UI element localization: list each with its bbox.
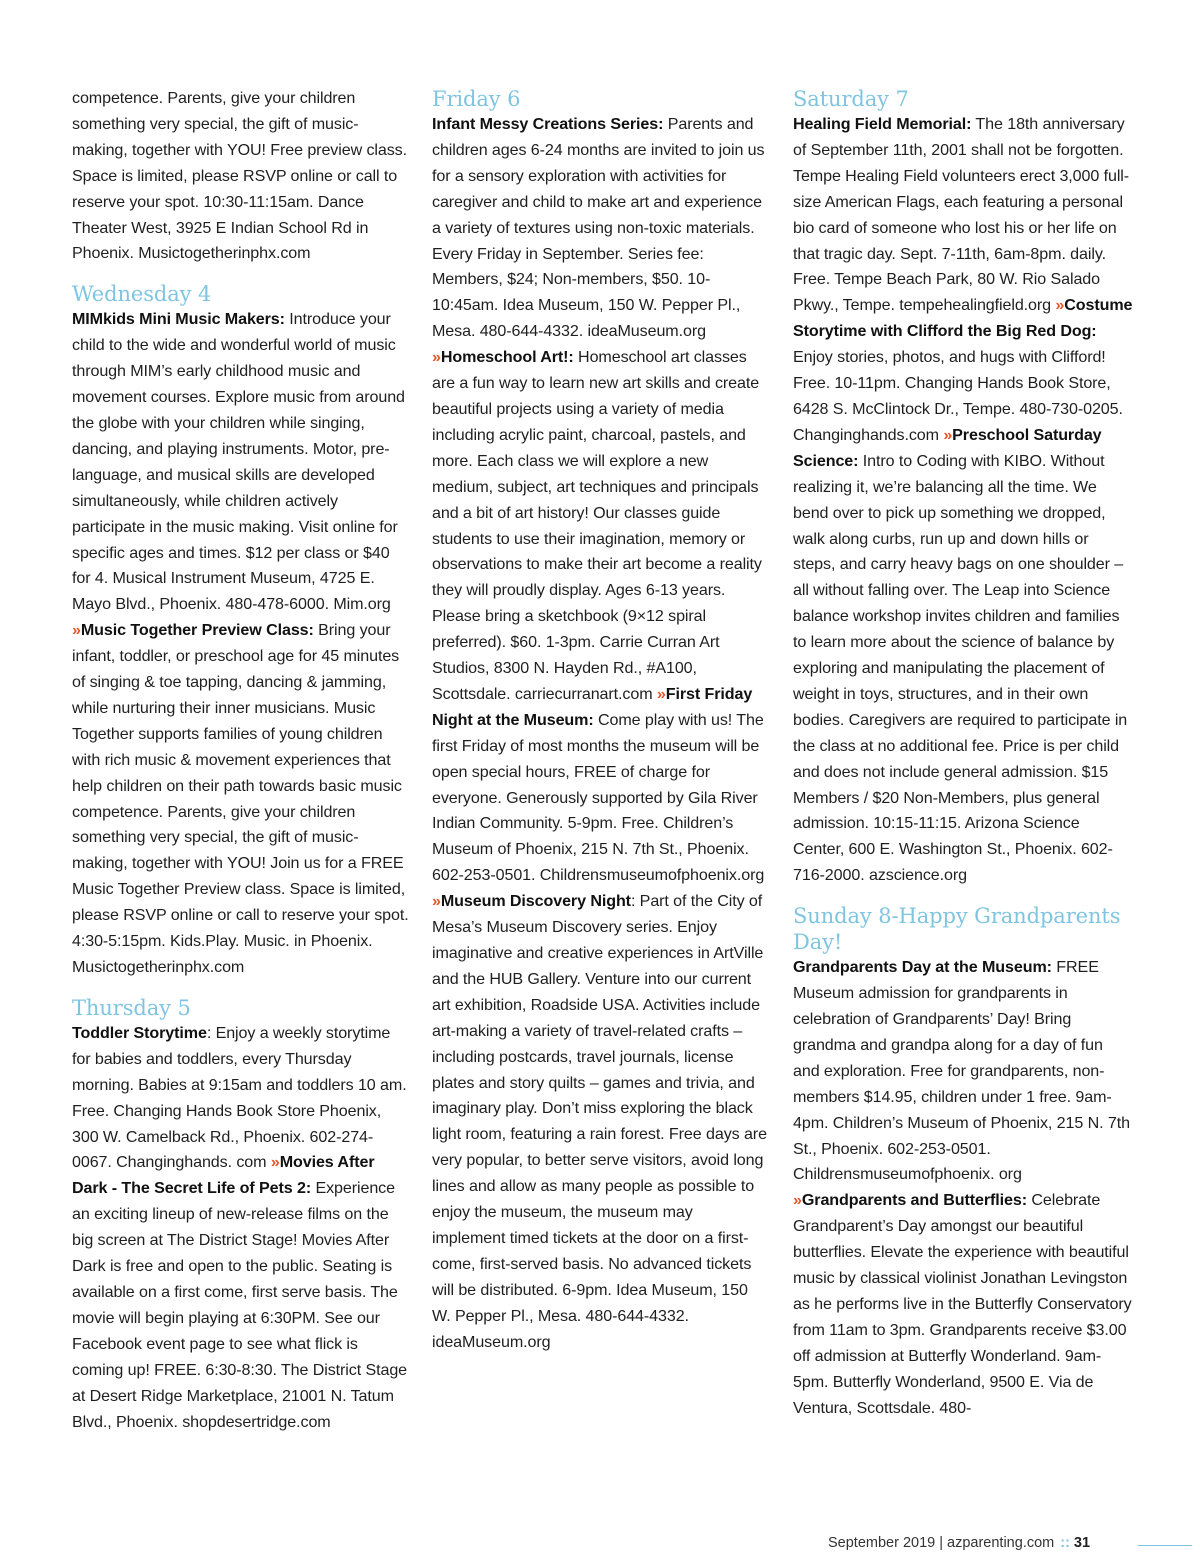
separator-icon: » [1055,296,1065,315]
day-heading-thursday: Thursday 5 [72,995,191,1020]
event-description: Enjoy stories, photos, and hugs with Clifford! Free. 10-11pm. Changing Hands Book Store, 6428 S. McClintock Dr., Tempe. 480-730-0205. Changinghands.com [793,348,1123,444]
day-heading-friday: Friday 6 [432,87,521,111]
dots-icon: :: [1060,1535,1070,1551]
carryover-text: competence. Parents, give your children something very special, the gift of music-making, together with YOU! Free preview class. Space is limited, please RSVP online or call to reserve your spot. 10:30-11:15am. Dance Theater West, 3925 E Indian School Rd in Phoenix. Musictogetherinphx.com [72,89,407,263]
event-description: FREE Museum admission for grandparents in celebration of Grandparents’ Day! Bring grandma and grandpa along for a day of fun and exploration. Free for grandparents, non-members $14.95, children under 1 free. 9am-4pm. Children’s Museum of Phoenix, 215 N. 7th St., Phoenix. 602-253-0501. Childrensmuseumofphoenix. org [793,958,1130,1184]
event-title: Movies After Dark - The Secret Life of Pets 2: [72,1153,375,1198]
event-title: First Friday Night at the Museum: [432,684,753,729]
event-description: Introduce your child to the wide and wonderful world of music through MIM’s early childhood music and movement courses. Explore music from around the globe with your children while singing, dancing, and playing instruments. Motor, pre-language, and musical skills are developed simultaneously, while children actively participate in the music making. Visit online for specific ages and times. $12 per class or $40 for 4. Musical Instrument Museum, 4725 E. Mayo Blvd., Phoenix. 480-478-6000. Mim.org [72,310,405,614]
event-listing [72,1021,412,1436]
column-2 [432,86,770,1356]
event-listing [793,112,1133,889]
event-description: Come play with us! The first Friday of most months the museum will be open special hours, FREE of charge for everyone. Generously supported by Gila River Indian Community. 5-9pm. Free. Children’s Museum of Phoenix, 215 N. 7th St., Phoenix. 602-253-0501. Childrensmuseumofphoenix.org [432,710,765,885]
event-title: Toddler Storytime [72,1023,207,1042]
event-description: The 18th anniversary of September 11th, 2001 shall not be forgotten. Tempe Healing Field volunteers erect 3,000 full-size American Flags, each featuring a personal bio card of someone who lost his or her life on that tragic day. Sept. 7-11th, 6am-8pm. daily. Free. Tempe Beach Park, 80 W. Rio Salado Pkwy., Tempe. tempehealingfield.org [793,115,1130,315]
day-heading-wednesday: Wednesday 4 [72,282,212,307]
event-description: Bring your infant, toddler, or preschool age for 45 minutes of singing & toe tapping, dancing & jamming, while nurturing their inner musicians. Music Together supports families of young children with rich music & movement experiences that help children on their path towards basic music competence. Parents, give your children something very special, the gift of music-making, together with YOU! Join us for a FREE Music Together Preview class. Space is limited, please RSVP online or call to reserve your spot. 4:30-5:15pm. Kids.Play. Music. in Phoenix. Musictogetherinphx.com [72,621,409,976]
event-title: Music Together Preview Class: [80,621,314,640]
separator-icon: » [793,1191,802,1210]
event-description: Parents and children ages 6-24 months are invited to join us for a sensory exploration with activities for caregiver and child to make art and experience a variety of textures using non-toxic materials. Every Friday in September. Series fee: Members, $24; Non-members, $50. 10-10:45am. Idea Museum, 150 W. Pepper Pl., Mesa. 480-644-4332. ideaMuseum.org [432,115,765,341]
event-description: Intro to Coding with KIBO. Without realizing it, we’re balancing all the time. We bend over to pick up something we dropped, walk along curbs, run up and down hills or steps, and carry heavy bags on one shoulder – all without falling over. The Leap into Science balance workshop invites children and families to learn more about the science of balance by exploring and manipulating the placement of weight in toys, structures, and in their own bodies. Caregivers are required to participate in the class at no additional fee. Price is per child and does not include general admission. $15 Members / $20 Non-Members, plus general admission. 10:15-11:15. Arizona Science Center, 600 E. Washington St., Phoenix. 602-716-2000. azscience.org [793,451,1128,885]
event-description: Homeschool art classes are a fun way to learn new art skills and create beautiful projects using a variety of media including acrylic paint, charcoal, pastels, and more. Each class we will explore a new medium, subject, art techniques and principals and a bit of art history! Our classes guide students to use their imagination, memory or observations to make their art become a reality they will proudly display. Ages 6-13 years. Please bring a sketchbook (9×12 spiral preferred). $60. 1-3pm. Carrie Curran Art Studios, 8300 N. Hayden Rd., #A100, Scottsdale. carriecurranart.com [432,348,762,703]
separator-icon: » [943,425,953,444]
event-title: MIMkids Mini Music Makers: [72,310,285,329]
footer-issue-text: September 2019 | azparenting.com [828,1535,1055,1551]
day-heading-sunday: Sunday 8-Happy Grandparents Day! [793,904,1121,955]
event-title: Grandparents Day at the Museum: [793,958,1052,977]
event-description: Celebrate Grandparent’s Day amongst our beautiful butterflies. Elevate the experience with beautiful music by classical violinist Jonathan Levingston as he performs live in the Butterfly Conservatory from 11am to 3pm. Grandparents receive $3.00 off admission at Butterfly Wonderland. 9am-5pm. Butterfly Wonderland, 9500 E. Via de Ventura, Scottsdale. 480- [793,1191,1132,1417]
separator-icon: » [270,1153,280,1172]
event-title: Homeschool Art!: [440,348,574,367]
page-footer [828,1535,1090,1551]
column-3 [793,86,1133,1422]
day-heading-saturday: Saturday 7 [793,87,909,111]
footer-rule [1138,1545,1192,1546]
separator-icon: » [432,348,441,367]
column-1 [72,86,412,1435]
event-listing [793,955,1133,1421]
event-title: Grandparents and Butterflies: [801,1191,1027,1210]
separator-icon: » [656,684,666,703]
separator-icon: » [72,621,81,640]
separator-icon: » [432,892,441,911]
event-listing [72,307,412,981]
event-title: Healing Field Memorial: [793,115,972,133]
event-title: Preschool Saturday Science: [793,425,1102,470]
event-title: Museum Discovery Night [440,892,631,911]
event-description: : Enjoy a weekly storytime for babies and toddlers, every Thursday morning. Babies at 9:15am and toddlers 10 am. Free. Changing Hands Book Store Phoenix, 300 W. Camelback Rd., Phoenix. 602-274-0067. Changinghands. com [72,1023,407,1172]
event-title: Infant Messy Creations Series: [432,115,664,133]
event-listing [432,112,770,1356]
event-description: : Part of the City of Mesa’s Museum Discovery series. Enjoy imaginative and creative experiences in ArtVille and the HUB Gallery. Venture into our current art exhibition, Roadside USA. Activities include art-making a variety of travel-related crafts – including postcards, travel journals, license plates and story quilts – games and trivia, and imaginary play. Don’t miss exploring the black light room, featuring a rain forest. Free days are very popular, to better serve visitors, avoid long lines and allow as many people as possible to enjoy the museum, the museum may implement timed tickets at the door on a first-come, first-served basis. No advanced tickets will be distributed. 6-9pm. Idea Museum, 150 W. Pepper Pl., Mesa. 480-644-4332. ideaMuseum.org [432,892,767,1351]
page-number: 31 [1073,1535,1091,1551]
event-title: Costume Storytime with Clifford the Big Red Dog: [793,296,1133,341]
event-description: Experience an exciting lineup of new-release films on the big screen at The District Stage! Movies After Dark is free and open to the public. Seating is available on a first come, first serve basis. The movie will begin playing at 6:30PM. See our Facebook event page to see what flick is coming up! FREE. 6:30-8:30. The District Stage at Desert Ridge Marketplace, 21001 N. Tatum Blvd., Phoenix. shopdesertridge.com [72,1179,408,1431]
